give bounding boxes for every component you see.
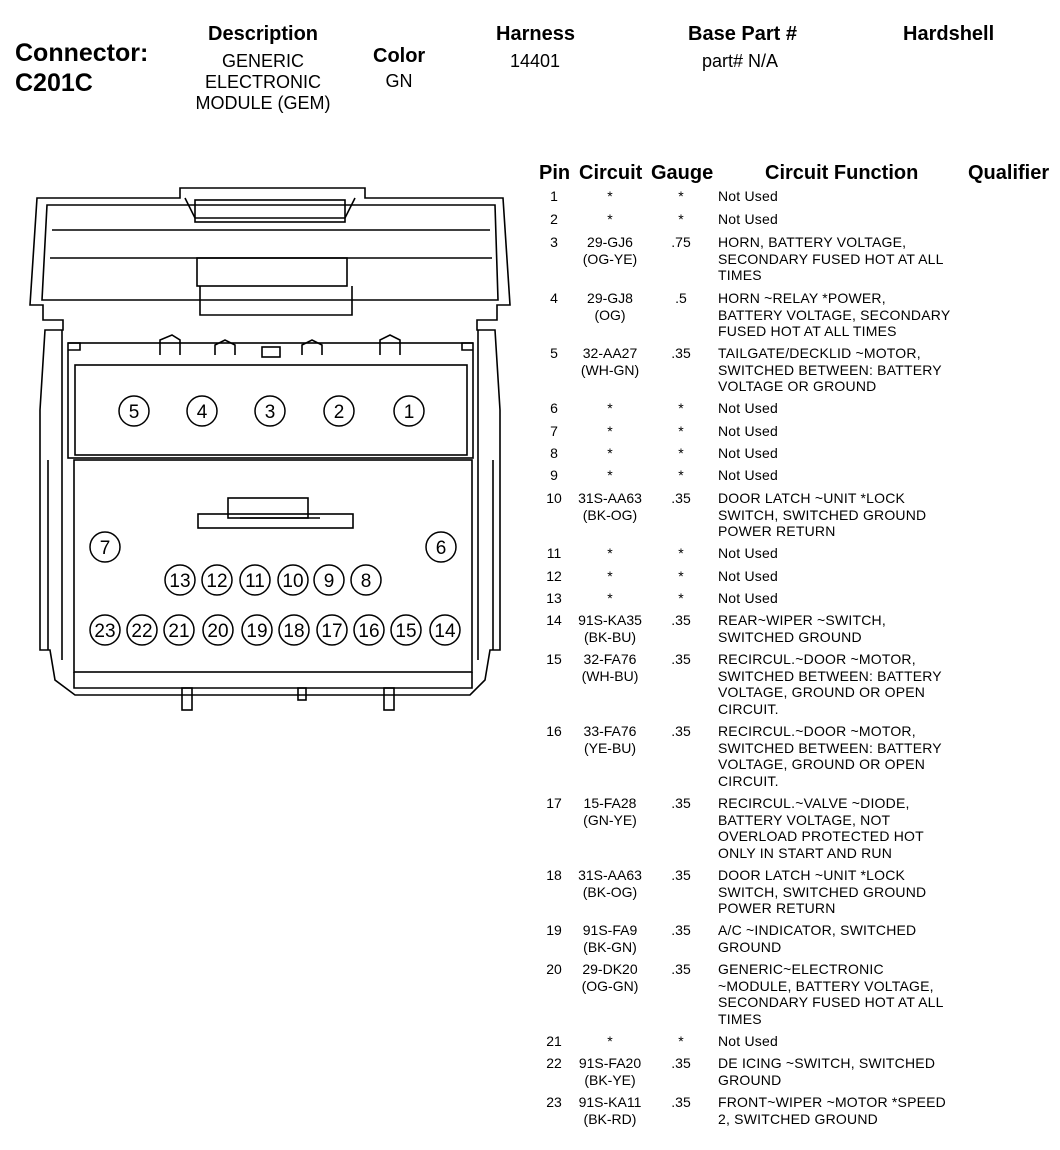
circuit-function: HORN, BATTERY VOLTAGE, SECONDARY FUSED HOT AT ALL TIMES xyxy=(718,234,944,284)
pin-label: 12 xyxy=(206,571,228,592)
wire-gauge: * xyxy=(678,467,684,483)
circuit-function: Not Used xyxy=(718,423,778,439)
wire-gauge: .35 xyxy=(671,867,691,883)
pin-7 xyxy=(90,532,120,562)
circuit-function: Not Used xyxy=(718,545,778,561)
wire-gauge: .35 xyxy=(671,490,691,506)
connector-id: C201C xyxy=(15,69,93,97)
wire-gauge: .35 xyxy=(671,961,691,977)
col-header-circuit: Circuit xyxy=(579,162,643,184)
circuit-code: * xyxy=(607,590,613,606)
pin-18 xyxy=(279,615,309,645)
pin-11 xyxy=(240,565,270,595)
pin-8 xyxy=(351,565,381,595)
circuit-code: 29-GJ6 (OG-YE) xyxy=(582,234,638,267)
wire-gauge: .35 xyxy=(671,651,691,667)
circuit-function: Not Used xyxy=(718,188,778,204)
wire-gauge: * xyxy=(678,423,684,439)
circuit-function: Not Used xyxy=(718,1033,778,1049)
wire-gauge: .35 xyxy=(671,922,691,938)
circuit-function: DOOR LATCH ~UNIT *LOCK SWITCH, SWITCHED GROUND POWER RETURN xyxy=(718,867,927,917)
pin-number: 10 xyxy=(546,490,562,506)
wire-gauge: .75 xyxy=(671,234,691,250)
circuit-code: 29-GJ8 (OG) xyxy=(587,290,633,323)
wire-gauge: .35 xyxy=(671,1094,691,1110)
connector-diagram xyxy=(0,0,520,720)
pin-label: 2 xyxy=(333,402,345,423)
circuit-function: REAR~WIPER ~SWITCH, SWITCHED GROUND xyxy=(718,612,886,645)
pin-label: 1 xyxy=(403,402,415,423)
circuit-code: * xyxy=(607,467,613,483)
pin-label: 7 xyxy=(99,538,111,559)
wire-gauge: .35 xyxy=(671,345,691,361)
circuit-code: 33-FA76 (YE-BU) xyxy=(583,723,637,756)
circuit-code: 91S-FA9 (BK-GN) xyxy=(582,922,638,955)
hardshell-label: Hardshell xyxy=(903,23,995,45)
circuit-code: 29-DK20 (OG-GN) xyxy=(581,961,639,994)
wire-gauge: .35 xyxy=(671,723,691,739)
pin-1 xyxy=(394,396,424,426)
pin-number: 1 xyxy=(550,188,558,204)
pin-15 xyxy=(391,615,421,645)
circuit-code: * xyxy=(607,545,613,561)
pin-21 xyxy=(164,615,194,645)
pin-number: 12 xyxy=(546,568,562,584)
pin-label: 6 xyxy=(435,538,447,559)
pin-number: 23 xyxy=(546,1094,562,1110)
pin-label: 14 xyxy=(434,621,456,642)
circuit-code: 91S-FA20 (BK-YE) xyxy=(578,1055,642,1088)
circuit-function: DOOR LATCH ~UNIT *LOCK SWITCH, SWITCHED GROUND POWER RETURN xyxy=(718,490,927,540)
pin-number: 17 xyxy=(546,795,562,811)
circuit-code: * xyxy=(607,188,613,204)
pin-label: 4 xyxy=(196,402,208,423)
pin-22 xyxy=(127,615,157,645)
circuit-function: HORN ~RELAY *POWER, BATTERY VOLTAGE, SECONDARY FUSED HOT AT ALL TIMES xyxy=(718,290,951,340)
wire-gauge: .5 xyxy=(675,290,687,306)
pin-number: 9 xyxy=(550,467,558,483)
pin-23 xyxy=(90,615,120,645)
pin-number: 19 xyxy=(546,922,562,938)
pin-2 xyxy=(324,396,354,426)
circuit-code: 91S-KA35 (BK-BU) xyxy=(578,612,642,645)
pin-number: 22 xyxy=(546,1055,562,1071)
pin-label: 20 xyxy=(207,621,229,642)
color-value: GN xyxy=(385,71,413,91)
circuit-code: 32-AA27 (WH-GN) xyxy=(580,345,640,378)
circuit-function: Not Used xyxy=(718,467,778,483)
circuit-function: A/C ~INDICATOR, SWITCHED GROUND xyxy=(718,922,917,955)
col-header-pin: Pin xyxy=(539,162,571,184)
circuit-function: Not Used xyxy=(718,445,778,461)
pin-number: 8 xyxy=(550,445,558,461)
pin-label: 21 xyxy=(168,621,190,642)
pin-4 xyxy=(187,396,217,426)
description-value: GENERIC ELECTRONIC MODULE (GEM) xyxy=(195,51,331,113)
color-label: Color xyxy=(373,45,426,67)
pin-circles xyxy=(90,396,460,645)
pin-label: 17 xyxy=(321,621,343,642)
circuit-function: TAILGATE/DECKLID ~MOTOR, SWITCHED BETWEEN: BATTERY VOLTAGE OR GROUND xyxy=(718,345,942,395)
col-header-qualifier: Qualifier xyxy=(968,162,1050,184)
pin-label: 9 xyxy=(323,571,335,592)
pin-19 xyxy=(242,615,272,645)
circuit-function: Not Used xyxy=(718,211,778,227)
circuit-function: Not Used xyxy=(718,590,778,606)
pin-label: 22 xyxy=(131,621,153,642)
harness-label: Harness xyxy=(496,23,575,45)
circuit-function: RECIRCUL.~DOOR ~MOTOR, SWITCHED BETWEEN: BATTERY VOLTAGE, GROUND OR OPEN CIRCUIT. xyxy=(718,651,942,717)
harness-value: 14401 xyxy=(509,51,561,71)
circuit-code: 15-FA28 (GN-YE) xyxy=(583,795,637,828)
pin-13 xyxy=(165,565,195,595)
circuit-function: GENERIC~ELECTRONIC ~MODULE, BATTERY VOLTAGE, SECONDARY FUSED HOT AT ALL TIMES xyxy=(718,961,944,1027)
circuit-code: * xyxy=(607,568,613,584)
pin-number: 6 xyxy=(550,400,558,416)
pin-number: 21 xyxy=(546,1033,562,1049)
pin-number: 20 xyxy=(546,961,562,977)
pin-3 xyxy=(255,396,285,426)
pin-label: 18 xyxy=(283,621,305,642)
circuit-code: 32-FA76 (WH-BU) xyxy=(581,651,639,684)
wire-gauge: * xyxy=(678,590,684,606)
pin-number: 14 xyxy=(546,612,562,628)
circuit-code: * xyxy=(607,400,613,416)
wire-gauge: * xyxy=(678,568,684,584)
pin-label: 11 xyxy=(245,571,265,592)
pin-label: 19 xyxy=(246,621,268,642)
wire-gauge: * xyxy=(678,545,684,561)
pin-number: 4 xyxy=(550,290,558,306)
description-label: Description xyxy=(208,23,319,45)
circuit-function: DE ICING ~SWITCH, SWITCHED GROUND xyxy=(718,1055,936,1088)
pin-label: 3 xyxy=(264,402,276,423)
connector-label: Connector: xyxy=(15,39,149,67)
pin-number: 11 xyxy=(546,545,562,561)
pin-label: 5 xyxy=(128,402,140,423)
pin-number: 7 xyxy=(550,423,558,439)
wire-gauge: * xyxy=(678,400,684,416)
col-header-gauge: Gauge xyxy=(651,162,714,184)
circuit-code: * xyxy=(607,211,613,227)
base-part-value: part# N/A xyxy=(701,51,779,71)
pin-16 xyxy=(354,615,384,645)
circuit-function: Not Used xyxy=(718,400,778,416)
circuit-function: Not Used xyxy=(718,568,778,584)
circuit-code: 31S-AA63 (BK-OG) xyxy=(578,490,642,523)
pin-label: 13 xyxy=(169,571,191,592)
pin-label: 15 xyxy=(395,621,417,642)
wire-gauge: .35 xyxy=(671,795,691,811)
pin-5 xyxy=(119,396,149,426)
circuit-function: FRONT~WIPER ~MOTOR *SPEED 2, SWITCHED GROUND xyxy=(718,1094,946,1127)
pin-number: 15 xyxy=(546,651,562,667)
pin-20 xyxy=(203,615,233,645)
wire-gauge: * xyxy=(678,1033,684,1049)
pin-label: 16 xyxy=(358,621,380,642)
pin-label: 8 xyxy=(360,571,372,592)
pin-10 xyxy=(278,565,308,595)
pin-number: 18 xyxy=(546,867,562,883)
pin-label: 23 xyxy=(94,621,116,642)
wire-gauge: * xyxy=(678,445,684,461)
circuit-function: RECIRCUL.~DOOR ~MOTOR, SWITCHED BETWEEN: BATTERY VOLTAGE, GROUND OR OPEN CIRCUIT. xyxy=(718,723,942,789)
circuit-code: * xyxy=(607,423,613,439)
pin-9 xyxy=(314,565,344,595)
pin-number: 3 xyxy=(550,234,558,250)
wire-gauge: * xyxy=(678,211,684,227)
pin-label: 10 xyxy=(282,571,304,592)
wire-gauge: .35 xyxy=(671,612,691,628)
circuit-code: * xyxy=(607,445,613,461)
circuit-function: RECIRCUL.~VALVE ~DIODE, BATTERY VOLTAGE, NOT OVERLOAD PROTECTED HOT ONLY IN START AND RUN xyxy=(718,795,924,861)
pin-number: 2 xyxy=(550,211,558,227)
pin-number: 13 xyxy=(546,590,562,606)
pin-12 xyxy=(202,565,232,595)
pin-number: 16 xyxy=(546,723,562,739)
pin-14 xyxy=(430,615,460,645)
wire-gauge: * xyxy=(678,188,684,204)
circuit-code: 91S-KA11 (BK-RD) xyxy=(578,1094,642,1127)
pin-17 xyxy=(317,615,347,645)
wire-gauge: .35 xyxy=(671,1055,691,1071)
circuit-code: * xyxy=(607,1033,613,1049)
circuit-code: 31S-AA63 (BK-OG) xyxy=(578,867,642,900)
pin-number: 5 xyxy=(550,345,558,361)
base-part-label: Base Part # xyxy=(688,23,797,45)
pin-6 xyxy=(426,532,456,562)
col-header-circuit-function: Circuit Function xyxy=(765,162,919,184)
